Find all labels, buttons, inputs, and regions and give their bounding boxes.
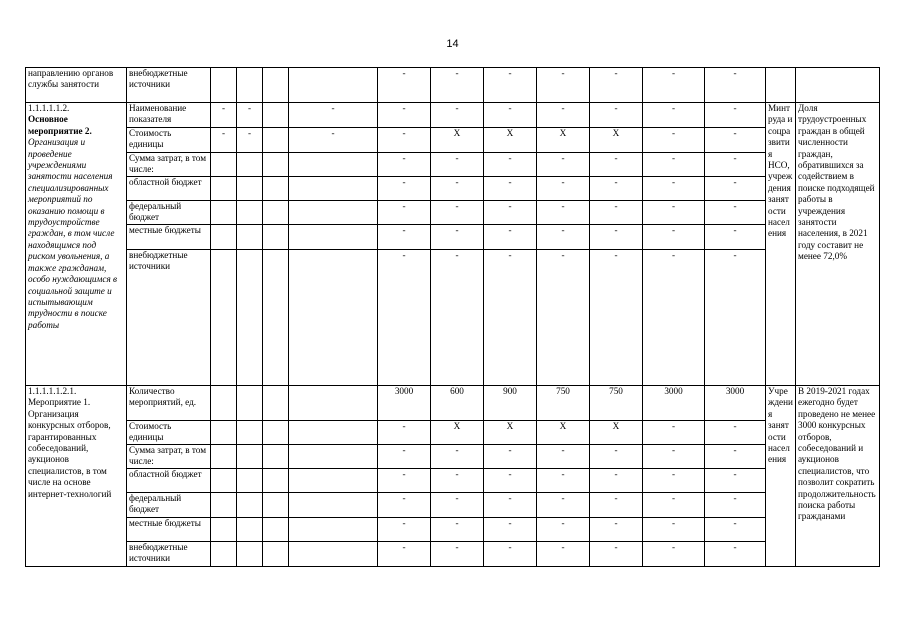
value-cell: [263, 542, 289, 567]
row-label: внебюджетные источники: [129, 542, 188, 564]
value-cell: -: [378, 445, 431, 469]
value-cell: [211, 445, 237, 469]
value-cell: -: [590, 493, 643, 518]
value-cell: -: [484, 153, 537, 177]
value-cell: -: [643, 68, 705, 103]
value-cell: X: [431, 421, 484, 445]
value-cell: [237, 518, 263, 542]
value-cell: [237, 421, 263, 445]
page-number: 14: [446, 38, 459, 50]
value-cell: -: [643, 469, 705, 493]
value-cell: -: [643, 225, 705, 250]
value-cell: X: [590, 421, 643, 445]
value-cell: -: [431, 493, 484, 518]
row-label-cell: [127, 518, 211, 542]
row-label: Количество мероприятий, ед.: [129, 386, 197, 408]
value-cell: [289, 68, 378, 103]
row-label: федеральный бюджет: [129, 201, 182, 223]
value-cell: [289, 493, 378, 518]
value-cell: -: [378, 177, 431, 201]
value-cell: -: [378, 542, 431, 567]
value-cell: -: [705, 201, 766, 225]
value-cell: [211, 493, 237, 518]
value-cell: -: [705, 68, 766, 103]
value-cell: [263, 128, 289, 153]
activity-name-cell: [26, 386, 127, 567]
value-cell: [237, 201, 263, 225]
value-cell: -: [643, 542, 705, 567]
row-label: Стоимость единицы: [129, 128, 172, 150]
value-cell: [289, 386, 378, 421]
value-cell: -: [643, 103, 705, 128]
value-cell: [263, 153, 289, 177]
value-cell: [237, 445, 263, 469]
value-cell: -: [643, 421, 705, 445]
value-cell: [211, 386, 237, 421]
value-cell: [211, 153, 237, 177]
value-cell: -: [643, 445, 705, 469]
executor-cell: [766, 68, 796, 103]
row-label-cell: [127, 153, 211, 177]
value-cell: -: [378, 518, 431, 542]
activity-name-cell: [26, 103, 127, 386]
executor-text: Минтруда и соцразвития НСО, учреждения занятости населения: [768, 103, 793, 239]
value-cell: -: [537, 68, 590, 103]
value-cell: -: [643, 493, 705, 518]
value-cell: -: [705, 445, 766, 469]
value-cell: -: [378, 153, 431, 177]
row-label-cell: [127, 128, 211, 153]
value-cell: [289, 201, 378, 225]
value-cell: 3000: [643, 386, 705, 421]
value-cell: [237, 250, 263, 386]
value-cell: -: [643, 250, 705, 386]
value-cell: [289, 153, 378, 177]
value-cell: -: [484, 493, 537, 518]
value-cell: [237, 469, 263, 493]
activity-text: 1.1.1.1.1.2.1. Мероприятие 1. Организация конкурсных отборов, гарантированных собеседований, аукционов специалистов, в том числе на основе интернет-технологий: [28, 386, 112, 499]
table-row: [26, 445, 880, 469]
value-cell: [211, 469, 237, 493]
value-cell: -: [431, 445, 484, 469]
value-cell: [237, 493, 263, 518]
table-row: [26, 386, 880, 421]
value-cell: -: [590, 445, 643, 469]
value-cell: -: [590, 153, 643, 177]
value-cell: -: [378, 68, 431, 103]
row-label-cell: [127, 469, 211, 493]
expected-result-text: В 2019-2021 годах ежегодно будет проведено не менее 3000 конкурсных отборов, собеседований и аукционов специалистов, что позволит сократить продолжительность поиска работы гражданами: [798, 386, 876, 522]
value-cell: -: [537, 493, 590, 518]
value-cell: -: [590, 103, 643, 128]
value-cell: -: [537, 518, 590, 542]
row-label-cell: [127, 225, 211, 250]
value-cell: [289, 469, 378, 493]
value-cell: [289, 445, 378, 469]
continued-name-cell: [26, 68, 127, 103]
result-cell: [796, 68, 880, 103]
value-cell: -: [484, 250, 537, 386]
value-cell: -: [705, 250, 766, 386]
activity-code: 1.1.1.1.1.2.: [28, 103, 70, 113]
value-cell: -: [590, 250, 643, 386]
value-cell: -: [705, 128, 766, 153]
row-label: областной бюджет: [129, 469, 202, 479]
row-label-cell: [127, 421, 211, 445]
value-cell: -: [643, 518, 705, 542]
row-label-cell: [127, 445, 211, 469]
row-label-cell: [127, 386, 211, 421]
value-cell: X: [537, 421, 590, 445]
table-row: [26, 250, 880, 386]
value-cell: -: [378, 225, 431, 250]
value-cell: [237, 386, 263, 421]
value-cell: [263, 493, 289, 518]
value-cell: -: [237, 128, 263, 153]
value-cell: -: [431, 542, 484, 567]
value-cell: -: [705, 518, 766, 542]
table-row: [26, 469, 880, 493]
value-cell: [237, 225, 263, 250]
value-cell: -: [590, 542, 643, 567]
value-cell: [289, 225, 378, 250]
value-cell: -: [378, 128, 431, 153]
value-cell: -: [705, 469, 766, 493]
row-label: местные бюджеты: [129, 225, 201, 235]
value-cell: [211, 201, 237, 225]
value-cell: -: [537, 103, 590, 128]
value-cell: -: [484, 518, 537, 542]
value-cell: -: [378, 250, 431, 386]
value-cell: [211, 68, 237, 103]
value-cell: 900: [484, 386, 537, 421]
row-label: Стоимость единицы: [129, 421, 172, 443]
value-cell: [289, 421, 378, 445]
value-cell: -: [643, 153, 705, 177]
expected-result-text: Доля трудоустроенных граждан в общей численности граждан, обратившихся за содействием в поиске подходящей работы в учреждения занятости населения, в 2021 году составит не менее 72,0%: [798, 103, 875, 262]
value-cell: -: [484, 68, 537, 103]
value-cell: -: [590, 177, 643, 201]
value-cell: -: [643, 177, 705, 201]
value-cell: [211, 225, 237, 250]
executor-cell: [766, 386, 796, 567]
row-label: Сумма затрат, в том числе:: [129, 445, 207, 467]
value-cell: -: [484, 103, 537, 128]
value-cell: -: [705, 225, 766, 250]
value-cell: [263, 201, 289, 225]
row-label-cell: [127, 493, 211, 518]
value-cell: -: [378, 201, 431, 225]
row-label: областной бюджет: [129, 177, 202, 187]
row-label: Сумма затрат, в том числе:: [129, 153, 207, 175]
value-cell: -: [484, 201, 537, 225]
value-cell: -: [211, 128, 237, 153]
value-cell: [237, 68, 263, 103]
value-cell: [289, 250, 378, 386]
value-cell: -: [537, 153, 590, 177]
value-cell: [237, 153, 263, 177]
value-cell: -: [289, 103, 378, 128]
value-cell: -: [537, 250, 590, 386]
value-cell: [263, 445, 289, 469]
row-label-cell: [127, 68, 211, 103]
value-cell: -: [705, 177, 766, 201]
row-label-cell: [127, 103, 211, 128]
value-cell: X: [484, 128, 537, 153]
table-row: [26, 518, 880, 542]
value-cell: -: [237, 103, 263, 128]
value-cell: -: [484, 177, 537, 201]
value-cell: -: [590, 518, 643, 542]
row-label: местные бюджеты: [129, 518, 201, 528]
value-cell: -: [431, 103, 484, 128]
value-cell: -: [705, 103, 766, 128]
table-row: [26, 542, 880, 567]
value-cell: [263, 68, 289, 103]
value-cell: -: [431, 225, 484, 250]
value-cell: -: [705, 542, 766, 567]
value-cell: -: [705, 421, 766, 445]
table-row: [26, 128, 880, 153]
value-cell: X: [537, 128, 590, 153]
value-cell: -: [705, 493, 766, 518]
value-cell: 3000: [378, 386, 431, 421]
value-cell: -: [643, 201, 705, 225]
value-cell: X: [431, 128, 484, 153]
value-cell: [211, 518, 237, 542]
value-cell: -: [537, 469, 590, 493]
value-cell: [211, 177, 237, 201]
activity-description: Организация и проведение учреждениями занятости населения специализированных мероприятий по оказанию помощи в трудоустройстве граждан, в том числе находящимся под риском увольнения, а также гражданам, особо нуждающимся в социальной защите и испытывающим трудности в поиске работы: [28, 137, 118, 330]
row-label: федеральный бюджет: [129, 493, 182, 515]
value-cell: -: [643, 128, 705, 153]
table-row: [26, 201, 880, 225]
value-cell: [263, 177, 289, 201]
value-cell: -: [537, 445, 590, 469]
table-row: [26, 153, 880, 177]
value-cell: -: [378, 469, 431, 493]
value-cell: [289, 542, 378, 567]
value-cell: [263, 250, 289, 386]
value-cell: [263, 225, 289, 250]
value-cell: -: [431, 153, 484, 177]
continued-name: направлению органов службы занятости: [28, 68, 114, 90]
row-label-cell: [127, 177, 211, 201]
value-cell: -: [289, 128, 378, 153]
row-label: внебюджетные источники: [129, 250, 188, 272]
value-cell: -: [431, 68, 484, 103]
value-cell: -: [484, 542, 537, 567]
value-cell: -: [537, 225, 590, 250]
row-label-cell: [127, 542, 211, 567]
table-body: [26, 68, 880, 567]
row-label-cell: [127, 250, 211, 386]
row-label-cell: [127, 201, 211, 225]
activity-title: Основное мероприятие 2.: [28, 114, 92, 136]
value-cell: -: [431, 518, 484, 542]
value-cell: X: [484, 421, 537, 445]
value-cell: -: [590, 201, 643, 225]
result-cell: [796, 103, 880, 386]
value-cell: [263, 469, 289, 493]
result-cell: [796, 386, 880, 567]
table-row: [26, 68, 880, 103]
value-cell: -: [537, 542, 590, 567]
value-cell: 750: [537, 386, 590, 421]
value-cell: -: [431, 177, 484, 201]
value-cell: [237, 177, 263, 201]
row-label: внебюджетные источники: [129, 68, 188, 90]
table-row: [26, 225, 880, 250]
row-label: Наименование показателя: [129, 103, 187, 125]
value-cell: -: [590, 469, 643, 493]
value-cell: -: [705, 153, 766, 177]
table-row: [26, 421, 880, 445]
value-cell: -: [431, 250, 484, 386]
value-cell: [263, 518, 289, 542]
value-cell: -: [537, 177, 590, 201]
value-cell: 600: [431, 386, 484, 421]
value-cell: -: [378, 493, 431, 518]
value-cell: [263, 386, 289, 421]
value-cell: [237, 542, 263, 567]
value-cell: [263, 421, 289, 445]
value-cell: -: [484, 225, 537, 250]
value-cell: [289, 177, 378, 201]
value-cell: -: [431, 469, 484, 493]
value-cell: [211, 421, 237, 445]
value-cell: [211, 542, 237, 567]
value-cell: -: [378, 103, 431, 128]
value-cell: -: [211, 103, 237, 128]
value-cell: -: [590, 225, 643, 250]
value-cell: [263, 103, 289, 128]
value-cell: -: [537, 201, 590, 225]
value-cell: [289, 518, 378, 542]
table-row: [26, 493, 880, 518]
value-cell: -: [590, 68, 643, 103]
value-cell: -: [378, 421, 431, 445]
executor-text: Учреждения занятости населения: [768, 386, 793, 465]
value-cell: 3000: [705, 386, 766, 421]
value-cell: -: [484, 445, 537, 469]
value-cell: -: [484, 469, 537, 493]
table-row: [26, 177, 880, 201]
executor-cell: [766, 103, 796, 386]
value-cell: [211, 250, 237, 386]
value-cell: X: [590, 128, 643, 153]
value-cell: 750: [590, 386, 643, 421]
program-table: [25, 67, 880, 567]
value-cell: -: [431, 201, 484, 225]
table-row: [26, 103, 880, 128]
